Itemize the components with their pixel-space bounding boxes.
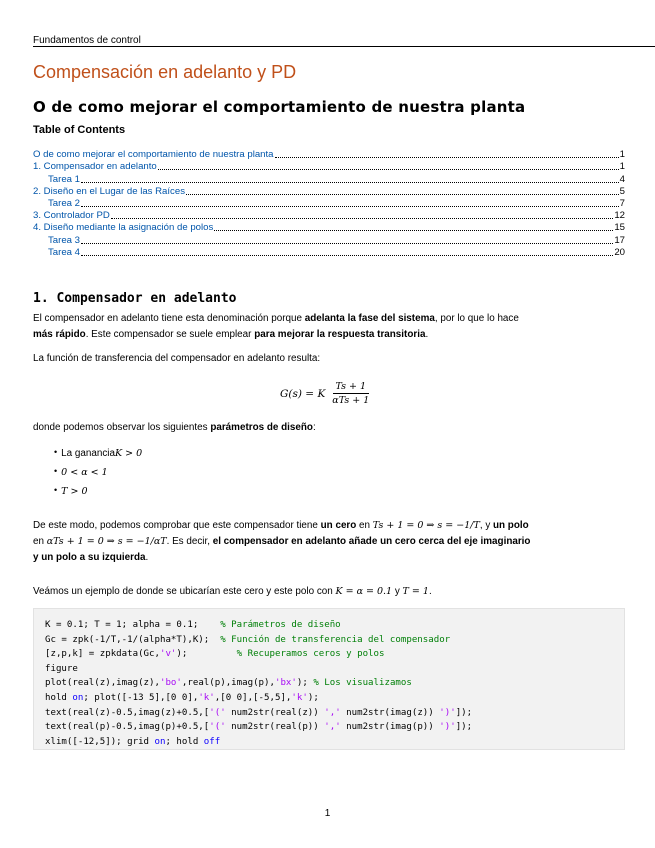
toc-link[interactable]: 4. Diseño mediante la asignación de polos <box>33 222 214 234</box>
code-token: num2str(imag(z)) <box>340 707 440 718</box>
text-run: . Este compensador se suele emplear <box>85 329 255 340</box>
code-lines <box>45 618 472 749</box>
toc-link[interactable]: Tarea 4 <box>48 246 80 258</box>
text-run: Veámos un ejemplo de donde se ubicarían este cero y este polo con <box>33 586 336 597</box>
bullet-icon: • <box>54 446 58 457</box>
toc-entry[interactable] <box>33 173 625 185</box>
code-token: figure <box>45 663 78 674</box>
code-string: 'v' <box>159 649 177 660</box>
inline-math: αTs + 1 = 0 ⇒ s = −1/αT <box>46 536 167 547</box>
code-line <box>45 691 472 706</box>
toc-link[interactable]: O de como mejorar el comportamiento de nuestra planta <box>33 149 274 161</box>
transfer-function-intro: La función de transferencia del compensador en adelanto resulta: <box>33 353 321 364</box>
code-token: ,[0 0],[-5,5], <box>214 692 292 703</box>
list-item <box>54 444 142 463</box>
transfer-function-equation <box>280 381 372 406</box>
bold-phrase: parámetros de diseño <box>210 422 313 433</box>
toc-entry[interactable] <box>33 222 625 234</box>
code-line <box>45 662 472 677</box>
toc-page-number: 20 <box>614 246 625 258</box>
parameters-intro <box>33 420 623 436</box>
toc-leader-dots <box>111 218 614 219</box>
toc-page-number: 1 <box>619 149 625 161</box>
text-run: en <box>356 520 373 531</box>
toc-link[interactable]: Tarea 2 <box>48 197 80 209</box>
code-token: num2str(real(p)) <box>225 722 325 733</box>
code-line <box>45 720 472 735</box>
code-keyword: on <box>154 736 166 747</box>
toc-entry[interactable] <box>33 198 625 210</box>
text-run: . Es decir, <box>166 536 213 547</box>
code-line <box>45 618 472 633</box>
list-item-text: La ganancia <box>61 448 115 459</box>
parameter-list <box>54 444 142 501</box>
toc-leader-dots <box>158 169 619 170</box>
toc-entry[interactable] <box>33 210 625 222</box>
text-run: : <box>312 422 316 433</box>
toc-link[interactable]: 3. Controlador PD <box>33 210 110 222</box>
code-token: text(real(z)-0.5,imag(z)+0.5,[ <box>45 707 210 718</box>
toc-leader-dots <box>81 182 619 183</box>
inline-math: K = α = 0.1 <box>335 586 393 597</box>
code-token: K = 0.1; T = 1; alpha = 0.1; <box>45 620 221 630</box>
text-run: . <box>145 552 149 563</box>
code-token: text(real(p)-0.5,imag(p)+0.5,[ <box>45 722 210 733</box>
code-token: ]); <box>455 722 473 733</box>
text-run: . <box>425 329 429 340</box>
code-token: ,real(p),imag(p), <box>181 678 275 689</box>
bold-phrase: el compensador en adelanto añade un cero cerca del eje imaginario <box>212 536 531 547</box>
text-run: , y <box>479 520 493 531</box>
toc-leader-dots <box>81 243 613 244</box>
toc-entry[interactable] <box>33 161 625 173</box>
code-comment: % Los visualizamos <box>313 678 412 689</box>
toc-page-number: 17 <box>614 234 625 246</box>
toc-entry[interactable] <box>33 247 625 259</box>
code-comment: % Parámetros de diseño <box>220 620 341 630</box>
toc-page-number: 15 <box>614 222 625 234</box>
inline-math: Ts + 1 = 0 ⇒ s = −1/T <box>372 520 480 531</box>
toc-heading: Table of Contents <box>33 124 126 136</box>
code-string: ')' <box>439 707 456 718</box>
bullet-icon: • <box>54 484 58 495</box>
code-string: ')' <box>439 722 456 733</box>
text-run: y <box>392 586 403 597</box>
toc-link[interactable]: 2. Diseño en el Lugar de las Raíces <box>33 185 185 197</box>
equation-lhs: G(s) = K <box>280 387 326 400</box>
document-title: Compensación en adelanto y PD <box>33 62 297 82</box>
zero-pole-paragraph <box>33 518 623 566</box>
code-string: ',' <box>324 722 341 733</box>
text-run: donde podemos observar los siguientes <box>33 422 211 433</box>
code-string: '(' <box>209 707 226 718</box>
code-token: Gc = zpk(-1/T,-1/(alpha*T),K); <box>45 634 221 645</box>
toc-link[interactable]: 1. Compensador en adelanto <box>33 161 157 173</box>
toc-leader-dots <box>186 194 619 195</box>
toc-link[interactable]: Tarea 1 <box>48 173 80 185</box>
code-line <box>45 706 472 721</box>
text-run: De este modo, podemos comprobar que este compensador tiene <box>33 520 321 531</box>
code-keyword: on <box>72 692 84 703</box>
text-run: El compensador en adelanto tiene esta denominación porque <box>33 313 305 324</box>
bold-phrase: un cero <box>320 520 357 531</box>
toc-entry[interactable] <box>33 186 625 198</box>
toc-link[interactable]: Tarea 3 <box>48 234 80 246</box>
page-number: 1 <box>324 808 331 819</box>
table-of-contents <box>33 149 625 259</box>
list-item <box>54 482 142 501</box>
list-item-math: K > 0 <box>114 448 143 459</box>
bold-phrase: para mejorar la respuesta transitoria <box>254 329 426 340</box>
code-token: ]); <box>455 707 473 718</box>
toc-leader-dots <box>275 157 619 158</box>
list-item <box>54 463 142 482</box>
inline-math: T = 1 <box>402 586 429 597</box>
code-token: num2str(real(z)) <box>225 707 325 718</box>
toc-page-number: 5 <box>619 185 625 197</box>
bold-phrase: adelanta la fase del sistema <box>304 313 435 324</box>
toc-entry[interactable] <box>33 149 625 161</box>
section-heading: 1. Compensador en adelanto <box>33 291 237 306</box>
code-string: 'bo' <box>159 678 182 689</box>
bold-phrase: un polo <box>493 520 529 531</box>
toc-page-number: 1 <box>619 161 625 173</box>
code-token: ; hold <box>165 736 204 747</box>
bullet-icon: • <box>54 465 58 476</box>
code-token: ; plot([-13 5],[0 0], <box>83 692 199 703</box>
code-token: ); <box>307 692 319 703</box>
section-subtitle: O de como mejorar el comportamiento de nuestra planta <box>33 98 526 116</box>
toc-entry[interactable] <box>33 234 625 246</box>
code-token: [z,p,k] = zpkdata(Gc, <box>45 649 160 660</box>
running-header: Fundamentos de control <box>33 35 141 46</box>
list-item-math: 0 < α < 1 <box>61 467 108 478</box>
header-divider <box>33 46 655 47</box>
code-string: ',' <box>324 707 341 718</box>
intro-paragraph <box>33 311 623 343</box>
text-run: . <box>428 586 432 597</box>
code-line <box>45 647 472 662</box>
toc-leader-dots <box>81 255 613 256</box>
text-run: , por lo que lo hace <box>434 313 519 324</box>
code-line <box>45 676 472 691</box>
text-run: en <box>33 536 47 547</box>
code-token: ); <box>296 678 314 689</box>
toc-leader-dots <box>214 230 613 231</box>
code-string: 'bx' <box>274 678 297 689</box>
toc-page-number: 12 <box>614 210 625 222</box>
bold-phrase: más rápido <box>33 329 86 340</box>
code-token: xlim([-12,5]); grid <box>45 736 155 747</box>
equation-fraction <box>329 381 372 406</box>
equation-denominator: αTs + 1 <box>332 395 370 406</box>
toc-leader-dots <box>81 206 619 207</box>
code-string: 'k' <box>198 692 215 703</box>
code-token: ); <box>176 649 237 660</box>
example-paragraph <box>33 584 623 600</box>
code-comment: % Función de transferencia del compensador <box>220 634 451 645</box>
code-keyword: off <box>203 736 221 747</box>
code-token: hold <box>45 692 73 703</box>
code-token: plot(real(z),imag(z), <box>45 678 160 689</box>
code-string: '(' <box>209 722 226 733</box>
bold-phrase: y un polo a su izquierda <box>33 552 146 563</box>
list-item-math: T > 0 <box>61 486 88 497</box>
toc-page-number: 4 <box>619 173 625 185</box>
code-token: num2str(imag(p)) <box>340 722 440 733</box>
code-string: 'k' <box>291 692 308 703</box>
equation-numerator: Ts + 1 <box>333 381 370 394</box>
code-line <box>45 633 472 648</box>
toc-page-number: 7 <box>619 197 625 209</box>
code-line <box>45 735 472 750</box>
code-comment: % Recuperamos ceros y polos <box>236 649 385 660</box>
